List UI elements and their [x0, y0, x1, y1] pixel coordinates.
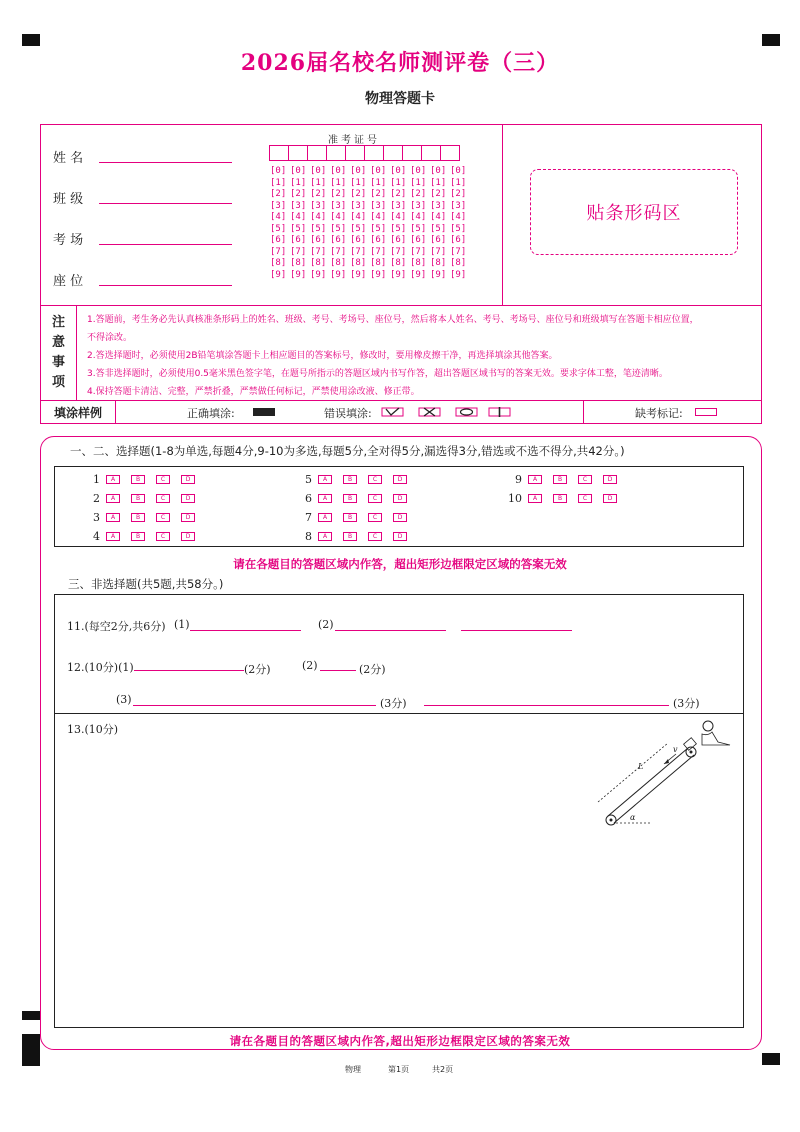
- exam-number-bubble[interactable]: [1]: [310, 177, 327, 188]
- mc-option-bubble[interactable]: B: [131, 475, 145, 484]
- mc-question: [290, 473, 418, 485]
- exam-number-bubble[interactable]: [5]: [430, 223, 447, 234]
- exam-number-bubble[interactable]: [7]: [410, 246, 427, 257]
- exam-number-bubble[interactable]: [3]: [450, 200, 467, 211]
- mc-option-bubble[interactable]: B: [553, 475, 567, 484]
- section1-title: 一、二、选择题(1-8为单选,每题4分,9-10为多选,每题5分,全对得5分,漏选得3分,错选或不选不得分,共42分。): [70, 444, 625, 458]
- exam-number-bubble[interactable]: [0]: [270, 166, 287, 176]
- exam-number-bubble[interactable]: [8]: [270, 258, 287, 268]
- absent-mark-label: 缺考标记:: [635, 407, 683, 420]
- mc-option-bubble[interactable]: A: [528, 475, 542, 484]
- q12-answer-4[interactable]: [424, 705, 669, 706]
- exam-number-digit-row: [270, 212, 470, 224]
- exam-number-bubble[interactable]: [5]: [350, 223, 367, 234]
- exam-number-bubble[interactable]: [1]: [390, 177, 407, 188]
- exam-number-bubble[interactable]: [1]: [350, 177, 367, 188]
- fill-wrong-samples-icon: [381, 405, 511, 419]
- q12-part3-label: (3): [116, 693, 132, 706]
- exam-number-bubble[interactable]: [0]: [370, 166, 387, 176]
- exam-number-bubble[interactable]: [7]: [430, 246, 447, 257]
- exam-number-bubble[interactable]: [1]: [290, 177, 307, 188]
- timing-mark-left-1: [22, 1011, 40, 1020]
- mc-question-number: 3: [93, 510, 100, 524]
- bottom-warning: 请在各题目的答题区域内作答,超出矩形边框限定区域的答案无效: [229, 1034, 571, 1048]
- fill-wrong-label: 错误填涂:: [324, 407, 372, 420]
- mc-option-bubble[interactable]: B: [343, 532, 357, 541]
- mc-option-bubble[interactable]: D: [393, 513, 407, 522]
- exam-number-bubble[interactable]: [0]: [390, 166, 407, 176]
- exam-number-bubble[interactable]: [3]: [330, 200, 347, 211]
- exam-number-bubble[interactable]: [1]: [370, 177, 387, 188]
- exam-number-bubble[interactable]: [2]: [350, 189, 367, 199]
- exam-number-bubble[interactable]: [6]: [410, 235, 427, 245]
- exam-number-bubble[interactable]: [4]: [410, 212, 427, 222]
- exam-number-bubble[interactable]: [9]: [410, 269, 427, 280]
- figure-velocity-label: v: [673, 745, 678, 754]
- mc-question-number: 4: [93, 529, 100, 543]
- q13-label: 13.(10分): [67, 723, 119, 736]
- fill-correct-label: 正确填涂:: [187, 407, 235, 420]
- q11-label: 11.(每空2分,共6分): [67, 620, 166, 633]
- exam-number-bubble[interactable]: [3]: [390, 200, 407, 211]
- exam-number-bubble[interactable]: [1]: [450, 177, 467, 188]
- exam-number-bubble[interactable]: [2]: [310, 189, 327, 199]
- exam-number-bubble[interactable]: [7]: [330, 246, 347, 257]
- mc-option-bubble[interactable]: B: [343, 513, 357, 522]
- exam-number-bubble[interactable]: [6]: [310, 235, 327, 245]
- incline-conveyor-figure: [590, 712, 740, 832]
- mc-option-bubble[interactable]: A: [106, 513, 120, 522]
- exam-number-digit-row: [270, 201, 470, 213]
- exam-number-bubble[interactable]: [8]: [410, 258, 427, 268]
- exam-number-bubble[interactable]: [2]: [450, 189, 467, 199]
- exam-number-bubble[interactable]: [3]: [350, 200, 367, 211]
- mc-question: [500, 473, 628, 485]
- mc-question: [78, 530, 206, 542]
- mc-option-bubble[interactable]: A: [318, 494, 332, 503]
- exam-number-bubble[interactable]: [6]: [430, 235, 447, 245]
- q12-answer-2[interactable]: [320, 670, 356, 671]
- exam-number-bubble[interactable]: [5]: [290, 223, 307, 234]
- mc-question-number: 9: [515, 472, 522, 486]
- exam-number-bubble[interactable]: [2]: [270, 189, 287, 199]
- q11-part2-label: (2): [318, 618, 334, 631]
- exam-number-bubble[interactable]: [9]: [290, 269, 307, 280]
- name-field[interactable]: [99, 162, 232, 163]
- mc-option-bubble[interactable]: B: [131, 494, 145, 503]
- mc-option-bubble[interactable]: C: [368, 532, 382, 541]
- section3-title: 三、非选择题(共5题,共58分。): [68, 577, 224, 591]
- mc-option-bubble[interactable]: A: [106, 532, 120, 541]
- exam-number-bubble[interactable]: [4]: [310, 212, 327, 222]
- exam-number-bubble[interactable]: [0]: [290, 166, 307, 176]
- exam-number-bubble[interactable]: [7]: [390, 246, 407, 257]
- mc-question: [78, 473, 206, 485]
- mc-question-number: 1: [93, 472, 100, 486]
- exam-number-bubble[interactable]: [5]: [270, 223, 287, 234]
- mc-option-bubble[interactable]: B: [131, 513, 145, 522]
- q12-score-4: (3分): [673, 697, 700, 710]
- exam-number-bubble[interactable]: [4]: [270, 212, 287, 222]
- exam-number-bubble[interactable]: [4]: [290, 212, 307, 222]
- q12-score-3: (3分): [380, 697, 407, 710]
- mc-question-number: 5: [305, 472, 312, 486]
- mc-question: [290, 530, 418, 542]
- room-label: 考 场: [53, 233, 84, 248]
- exam-number-bubble[interactable]: [1]: [330, 177, 347, 188]
- exam-number-bubble[interactable]: [8]: [450, 258, 467, 268]
- seat-field[interactable]: [99, 285, 232, 286]
- name-label: 姓 名: [53, 151, 84, 166]
- mc-option-bubble[interactable]: B: [131, 532, 145, 541]
- exam-number-bubble[interactable]: [1]: [270, 177, 287, 188]
- mc-option-bubble[interactable]: C: [156, 513, 170, 522]
- exam-number-bubble[interactable]: [9]: [310, 269, 327, 280]
- exam-number-bubble[interactable]: [5]: [410, 223, 427, 234]
- exam-number-bubble[interactable]: [6]: [270, 235, 287, 245]
- mc-question: [290, 492, 418, 504]
- exam-number-digit-row: [270, 189, 470, 201]
- exam-number-bubble[interactable]: [9]: [450, 269, 467, 280]
- mc-option-bubble[interactable]: D: [603, 494, 617, 503]
- exam-number-bubble[interactable]: [4]: [450, 212, 467, 222]
- exam-number-bubble[interactable]: [8]: [310, 258, 327, 268]
- exam-number-bubble[interactable]: [0]: [310, 166, 327, 176]
- page-subtitle: 物理答题卡: [365, 91, 435, 107]
- exam-number-bubble[interactable]: [9]: [370, 269, 387, 280]
- exam-number-digit-row: [270, 270, 470, 282]
- exam-number-bubble[interactable]: [7]: [290, 246, 307, 257]
- header-block: [40, 124, 762, 424]
- exam-number-bubble-grid[interactable]: [270, 166, 470, 281]
- q12-part2-label: (2): [302, 659, 318, 672]
- q11-answer-2[interactable]: [335, 630, 446, 631]
- exam-number-bubble[interactable]: [7]: [370, 246, 387, 257]
- mc-question-number: 10: [508, 491, 522, 505]
- exam-number-bubble[interactable]: [4]: [430, 212, 447, 222]
- mc-option-bubble[interactable]: D: [603, 475, 617, 484]
- notice-text: 1.答题前，考生务必先认真核准条形码上的姓名、班级、考号、考场号、座位号，然后将本人姓名、考号、考场号、座位号和班级填写在答题卡相应位置， 不得涂改。 2.答选择题时，必须使用2B铅笔填涂答题卡上相应题目的答案标号，修改时，要用橡皮擦干净，再选择填涂其他答案。 3.答非选择题时，必须使用0.5毫米黑色签字笔，在题号所指示的答题区域内书写作答，超出答题区域书写的答案无效。要求字体工整，笔迹清晰。 4.保持答题卡清洁、完整，严禁折叠，严禁做任何标记，严禁使用涂改液、修正带。: [87, 315, 699, 397]
- exam-number-bubble[interactable]: [9]: [390, 269, 407, 280]
- footer-total: 共2页: [432, 1065, 454, 1074]
- q12-answer-1[interactable]: [134, 670, 244, 671]
- exam-number-bubble[interactable]: [9]: [350, 269, 367, 280]
- timing-mark-top-right: [762, 34, 780, 46]
- exam-number-bubble[interactable]: [8]: [290, 258, 307, 268]
- mc-option-bubble[interactable]: A: [106, 475, 120, 484]
- mc-option-bubble[interactable]: A: [528, 494, 542, 503]
- mc-option-bubble[interactable]: B: [553, 494, 567, 503]
- fill-sample-label: 填涂样例: [41, 401, 116, 423]
- exam-number-bubble[interactable]: [3]: [290, 200, 307, 211]
- mc-option-bubble[interactable]: C: [368, 475, 382, 484]
- exam-number-bubble[interactable]: [6]: [290, 235, 307, 245]
- exam-number-bubble[interactable]: [9]: [270, 269, 287, 280]
- exam-number-bubble[interactable]: [2]: [370, 189, 387, 199]
- mc-option-bubble[interactable]: C: [156, 494, 170, 503]
- q11-answer-3[interactable]: [461, 630, 572, 631]
- exam-number-bubble[interactable]: [2]: [430, 189, 447, 199]
- mc-question-number: 2: [93, 491, 100, 505]
- exam-number-bubble[interactable]: [5]: [370, 223, 387, 234]
- mc-option-bubble[interactable]: C: [578, 494, 592, 503]
- exam-number-bubble[interactable]: [6]: [450, 235, 467, 245]
- exam-number-bubble[interactable]: [4]: [330, 212, 347, 222]
- mc-option-bubble[interactable]: D: [181, 494, 195, 503]
- mc-option-bubble[interactable]: C: [368, 494, 382, 503]
- q12-score-2: (2分): [359, 663, 386, 676]
- exam-number-bubble[interactable]: [2]: [290, 189, 307, 199]
- mc-question: [78, 492, 206, 504]
- exam-number-bubble[interactable]: [4]: [350, 212, 367, 222]
- exam-number-bubble[interactable]: [7]: [350, 246, 367, 257]
- exam-number-bubble[interactable]: [2]: [410, 189, 427, 199]
- exam-number-bubble[interactable]: [9]: [430, 269, 447, 280]
- exam-number-bubble[interactable]: [5]: [330, 223, 347, 234]
- exam-number-bubble[interactable]: [8]: [430, 258, 447, 268]
- exam-number-bubble[interactable]: [4]: [370, 212, 387, 222]
- exam-number-digit-row: [270, 224, 470, 236]
- class-label: 班 级: [53, 192, 84, 207]
- exam-number-bubble[interactable]: [0]: [450, 166, 467, 176]
- mc-option-bubble[interactable]: C: [578, 475, 592, 484]
- exam-number-bubble[interactable]: [3]: [270, 200, 287, 211]
- barcode-area: 贴条形码区: [530, 169, 738, 255]
- exam-number-label: 准考证号: [328, 135, 380, 146]
- exam-number-bubble[interactable]: [3]: [310, 200, 327, 211]
- exam-number-digit-row: [270, 178, 470, 190]
- mc-option-bubble[interactable]: A: [318, 513, 332, 522]
- exam-number-bubble[interactable]: [3]: [370, 200, 387, 211]
- exam-number-digit-row: [270, 235, 470, 247]
- exam-number-bubble[interactable]: [7]: [450, 246, 467, 257]
- exam-number-bubble[interactable]: [6]: [390, 235, 407, 245]
- notice-label: 注 意 事 项: [41, 306, 77, 400]
- exam-number-bubble[interactable]: [4]: [390, 212, 407, 222]
- exam-number-bubble[interactable]: [5]: [450, 223, 467, 234]
- exam-number-bubble[interactable]: [6]: [350, 235, 367, 245]
- mc-option-bubble[interactable]: B: [343, 494, 357, 503]
- mc-option-bubble[interactable]: C: [156, 532, 170, 541]
- footer-subject: 物理: [345, 1065, 361, 1074]
- mc-question-number: 7: [305, 510, 312, 524]
- exam-number-bubble[interactable]: [7]: [270, 246, 287, 257]
- mc-option-bubble[interactable]: C: [156, 475, 170, 484]
- fill-correct-sample-icon: [253, 408, 275, 416]
- exam-number-bubble[interactable]: [2]: [330, 189, 347, 199]
- seat-label: 座 位: [53, 274, 84, 289]
- exam-number-bubble[interactable]: [3]: [410, 200, 427, 211]
- mc-question: [78, 511, 206, 523]
- page-title: 2026届名校名师测评卷（三）: [240, 50, 560, 76]
- mc-option-bubble[interactable]: A: [318, 532, 332, 541]
- exam-number-bubble[interactable]: [0]: [350, 166, 367, 176]
- footer-page: 第1页: [388, 1065, 410, 1074]
- exam-number-bubble[interactable]: [8]: [390, 258, 407, 268]
- exam-number-bubble[interactable]: [8]: [350, 258, 367, 268]
- exam-number-bubble[interactable]: [0]: [330, 166, 347, 176]
- q12-score-1: (2分): [244, 663, 271, 676]
- q12-label: 12.(10分)(1): [67, 661, 134, 674]
- figure-angle-label: α: [630, 813, 636, 822]
- mc-option-bubble[interactable]: D: [181, 513, 195, 522]
- answer-area-warning: 请在各题目的答题区域内作答，超出矩形边框限定区域的答案无效: [233, 557, 567, 571]
- exam-number-bubble[interactable]: [2]: [390, 189, 407, 199]
- q11-answer-1[interactable]: [190, 630, 301, 631]
- exam-number-bubble[interactable]: [0]: [430, 166, 447, 176]
- mc-option-bubble[interactable]: C: [368, 513, 382, 522]
- mc-question-number: 8: [305, 529, 312, 543]
- mc-question-number: 6: [305, 491, 312, 505]
- class-field[interactable]: [99, 203, 232, 204]
- room-field[interactable]: [99, 244, 232, 245]
- mc-option-bubble[interactable]: A: [318, 475, 332, 484]
- exam-number-bubble[interactable]: [5]: [310, 223, 327, 234]
- mc-option-bubble[interactable]: D: [393, 494, 407, 503]
- mc-option-bubble[interactable]: D: [393, 475, 407, 484]
- absent-mark-box[interactable]: [695, 408, 717, 416]
- exam-number-bubble[interactable]: [3]: [430, 200, 447, 211]
- exam-number-bubble[interactable]: [6]: [330, 235, 347, 245]
- exam-number-bubble[interactable]: [1]: [430, 177, 447, 188]
- mc-option-bubble[interactable]: D: [181, 532, 195, 541]
- mc-option-bubble[interactable]: B: [343, 475, 357, 484]
- exam-number-boxes[interactable]: [269, 145, 459, 161]
- timing-mark-bottom-right: [762, 1053, 780, 1065]
- exam-number-digit-row: [270, 166, 470, 178]
- mc-option-bubble[interactable]: D: [393, 532, 407, 541]
- exam-number-bubble[interactable]: [1]: [410, 177, 427, 188]
- exam-number-bubble[interactable]: [8]: [370, 258, 387, 268]
- figure-length-label: L: [638, 762, 644, 771]
- exam-number-bubble[interactable]: [9]: [330, 269, 347, 280]
- mc-option-bubble[interactable]: A: [106, 494, 120, 503]
- exam-number-digit-row: [270, 247, 470, 259]
- mc-question: [500, 492, 628, 504]
- mc-question: [290, 511, 418, 523]
- timing-mark-top-left: [22, 34, 40, 46]
- exam-number-bubble[interactable]: [6]: [370, 235, 387, 245]
- mc-option-bubble[interactable]: D: [181, 475, 195, 484]
- exam-number-digit-row: [270, 258, 470, 270]
- exam-number-bubble[interactable]: [0]: [410, 166, 427, 176]
- q12-answer-3[interactable]: [133, 705, 376, 706]
- q11-part1-label: (1): [174, 618, 190, 631]
- exam-number-bubble[interactable]: [8]: [330, 258, 347, 268]
- exam-number-bubble[interactable]: [5]: [390, 223, 407, 234]
- exam-number-bubble[interactable]: [7]: [310, 246, 327, 257]
